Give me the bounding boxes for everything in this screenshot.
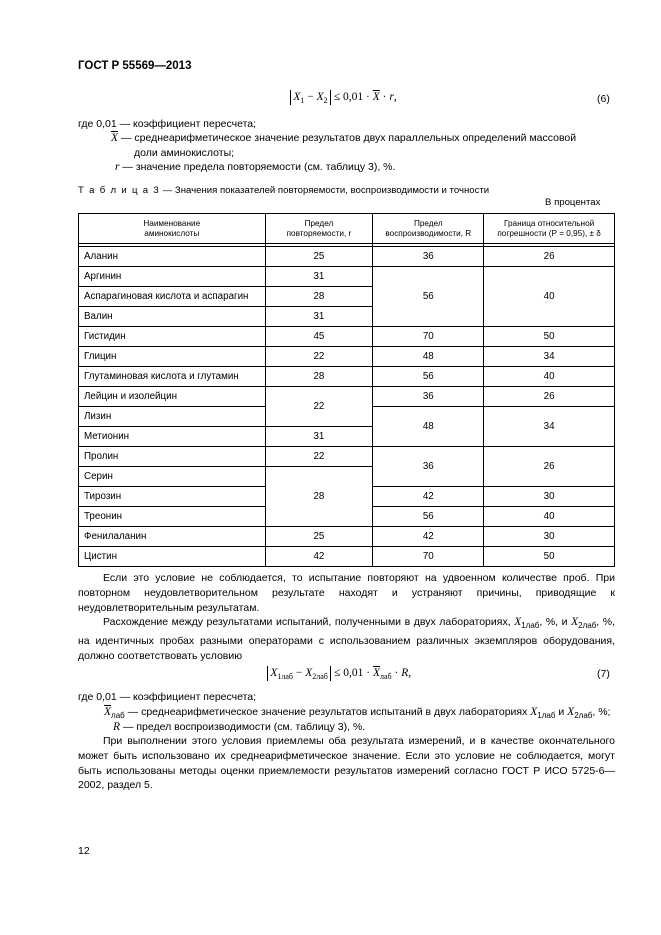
table-caption-text: — Значения показателей повторяемости, воспроизводимости и точности bbox=[162, 185, 490, 196]
amino-name: Тирозин bbox=[79, 487, 266, 507]
delta-value: 26 bbox=[484, 247, 615, 267]
where-6-xbar: $\overline{X}$ — среднеарифметическое значение результатов двух параллельных определений массовой bbox=[111, 132, 577, 144]
where-7-R-text: — предел воспроизводимости (см. таблицу 3), %. bbox=[122, 721, 366, 733]
amino-name: Гистидин bbox=[79, 327, 266, 347]
where-7-R: R — предел воспроизводимости (см. таблицу 3), %. bbox=[113, 721, 366, 733]
amino-name: Аргинин bbox=[79, 267, 266, 287]
R-value: 56 bbox=[373, 507, 484, 527]
r-value: 22 bbox=[265, 447, 373, 467]
r-value: 28 bbox=[265, 367, 373, 387]
table-row bbox=[79, 367, 615, 387]
r-value: 25 bbox=[265, 247, 373, 267]
paragraph-1 bbox=[78, 571, 615, 615]
where-6-r-text: — значение предела повторяемости (см. таблицу 3), %. bbox=[122, 161, 396, 173]
formula-7-number: (7) bbox=[597, 668, 610, 680]
values-table bbox=[78, 213, 615, 567]
amino-name: Серин bbox=[79, 467, 266, 487]
paragraph-2-a: Расхождение между результатами испытаний, полученными в двух лабораториях, bbox=[103, 616, 511, 628]
delta-value: 40 bbox=[484, 367, 615, 387]
delta-value: 34 bbox=[484, 407, 615, 447]
table-row bbox=[79, 267, 615, 287]
r-value: 28 bbox=[265, 467, 373, 527]
R-value: 36 bbox=[373, 247, 484, 267]
header-R: Предел воспроизводимости, R bbox=[373, 214, 484, 244]
delta-value: 40 bbox=[484, 507, 615, 527]
formula-6-number: (6) bbox=[597, 93, 610, 105]
amino-name: Фенилаланин bbox=[79, 527, 266, 547]
where-6-r: r — значение предела повторяемости (см. таблицу 3), %. bbox=[115, 161, 396, 173]
paragraph-2: Расхождение между результатами испытаний, полученными в двух лабораториях, $X_{1лаб}$, %, и $X_{2лаб}$, %, на идентичных пробах разными операторами с использованием различных экземпляров оборудования, должно соответствовать условию bbox=[78, 616, 616, 662]
paragraph-2-b: , %, и bbox=[539, 616, 568, 628]
table-row bbox=[79, 247, 615, 267]
r-value: 31 bbox=[265, 267, 373, 287]
where-6-coef: где 0,01 — коэффициент пересчета; bbox=[78, 118, 257, 130]
R-value: 56 bbox=[373, 267, 484, 327]
where-7-coef: где 0,01 — коэффициент пересчета; bbox=[78, 691, 257, 703]
R-value: 42 bbox=[373, 487, 484, 507]
where-6-xbar-text: — среднеарифметическое значение результатов двух параллельных определений массовой bbox=[120, 132, 577, 144]
table-row bbox=[79, 347, 615, 367]
amino-name: Аспарагиновая кислота и аспарагин bbox=[79, 287, 266, 307]
table-caption-prefix: Т а б л и ц а 3 bbox=[78, 185, 160, 196]
amino-name: Пролин bbox=[79, 447, 266, 467]
paragraph-1-text: Если это условие не соблюдается, то испытание повторяют на удвоенном количестве проб. При повторном неудовлетворительном результате находят и устраняют причины, приводящие к неудовлетворительным результатам. bbox=[78, 572, 615, 614]
document-header: ГОСТ Р 55569—2013 bbox=[78, 60, 192, 72]
amino-name: Треонин bbox=[79, 507, 266, 527]
amino-name: Глутаминовая кислота и глутамин bbox=[79, 367, 266, 387]
amino-name: Лейцин и изолейцин bbox=[79, 387, 266, 407]
table-row bbox=[79, 387, 615, 407]
where-7-xbar: $\overline{X}_{лаб}$ — среднеарифметическое значение результатов испытаний в двух лабораториях $X_{1лаб}$ и $X_{2лаб}$, %; bbox=[104, 706, 611, 720]
delta-value: 26 bbox=[484, 387, 615, 407]
delta-value: 50 bbox=[484, 547, 615, 567]
r-value: 45 bbox=[265, 327, 373, 347]
R-value: 36 bbox=[373, 387, 484, 407]
paragraph-3 bbox=[78, 734, 615, 793]
delta-value: 30 bbox=[484, 527, 615, 547]
formula-6: $X_1 - X_2 \le 0,01 \cdot \overline{X} \cdot r$, bbox=[290, 90, 397, 105]
where-7-xbar-text: — среднеарифметическое значение результатов испытаний в двух лабораториях bbox=[127, 706, 528, 718]
r-value: 42 bbox=[265, 547, 373, 567]
R-value: 36 bbox=[373, 447, 484, 487]
R-value: 42 bbox=[373, 527, 484, 547]
R-value: 70 bbox=[373, 327, 484, 347]
table-row bbox=[79, 327, 615, 347]
where-6-xbar-cont: доли аминокислоты; bbox=[134, 147, 235, 159]
amino-name: Валин bbox=[79, 307, 266, 327]
delta-value: 50 bbox=[484, 327, 615, 347]
delta-value: 30 bbox=[484, 487, 615, 507]
page-number: 12 bbox=[78, 845, 90, 857]
R-value: 48 bbox=[373, 347, 484, 367]
table-caption bbox=[78, 185, 489, 196]
table-row bbox=[79, 527, 615, 547]
header-r: Предел повторяемости, r bbox=[265, 214, 373, 244]
formula-7: $X_{1лаб} - X_{2лаб} \le 0,01 \cdot \overline{X}_{лаб} \cdot R$, bbox=[267, 666, 411, 681]
r-value: 22 bbox=[265, 387, 373, 427]
where-7-and: и bbox=[558, 706, 565, 718]
r-value: 22 bbox=[265, 347, 373, 367]
delta-value: 26 bbox=[484, 447, 615, 487]
amino-name: Глицин bbox=[79, 347, 266, 367]
table-units: В процентах bbox=[545, 197, 601, 208]
header-delta: Граница относительной погрешности (Р = 0,95), ± δ bbox=[484, 214, 615, 244]
R-value: 70 bbox=[373, 547, 484, 567]
r-value: 25 bbox=[265, 527, 373, 547]
r-value: 31 bbox=[265, 427, 373, 447]
R-value: 48 bbox=[373, 407, 484, 447]
r-value: 31 bbox=[265, 307, 373, 327]
amino-name: Метионин bbox=[79, 427, 266, 447]
r-value: 28 bbox=[265, 287, 373, 307]
amino-name: Цистин bbox=[79, 547, 266, 567]
delta-value: 40 bbox=[484, 267, 615, 327]
amino-name: Аланин bbox=[79, 247, 266, 267]
R-value: 56 bbox=[373, 367, 484, 387]
table-row bbox=[79, 447, 615, 467]
table-row bbox=[79, 547, 615, 567]
delta-value: 34 bbox=[484, 347, 615, 367]
paragraph-2-c: , %, на идентичных пробах разными операторами с использованием различных экземпляров оборудования, должно соответствовать условию bbox=[78, 616, 616, 662]
amino-name: Лизин bbox=[79, 407, 266, 427]
paragraph-3-text: При выполнении этого условия приемлемы оба результата измерений, и в качестве окончательного может быть использовано их среднеарифметическое значение. Если это условие не соблюдается, могут быть использованы методы оценки приемлемости результатов измерений согласно ГОСТ Р ИСО 5725-6—2002, раздел 5. bbox=[78, 735, 615, 792]
header-amino: Наименование аминокислоты bbox=[79, 214, 266, 244]
